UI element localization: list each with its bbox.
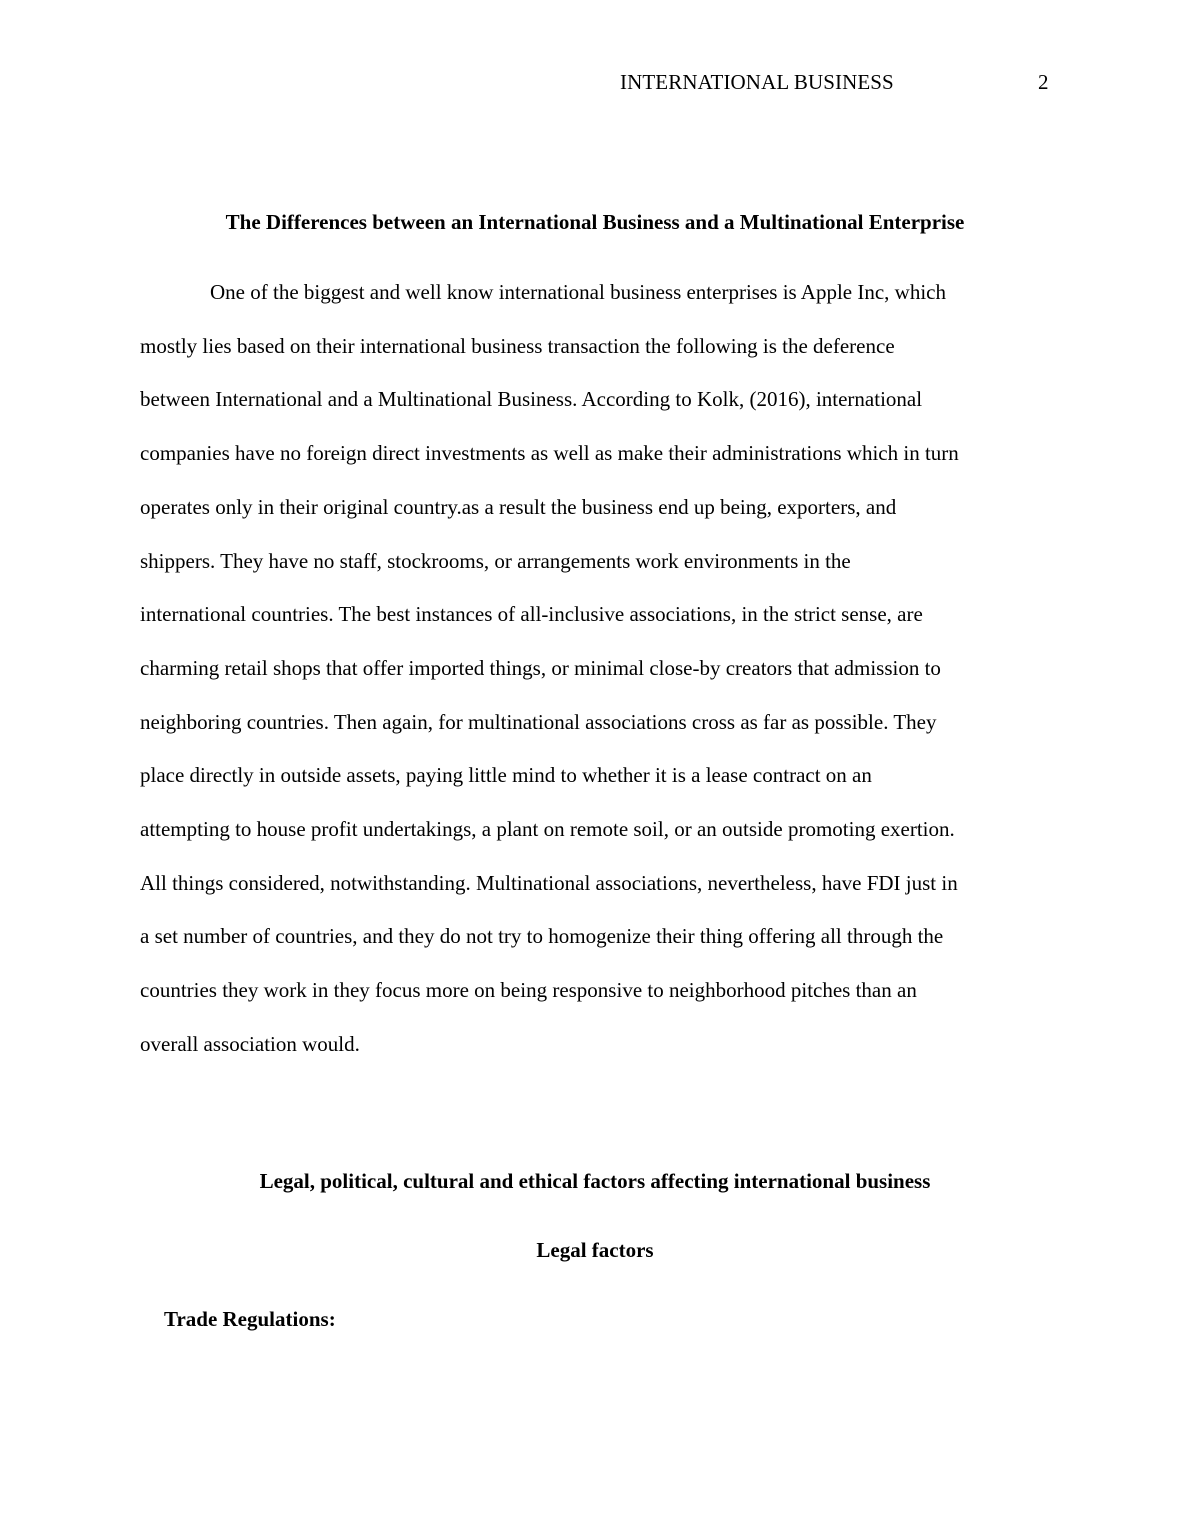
subheading-trade-regulations: Trade Regulations:: [164, 1307, 336, 1331]
paragraph-line: charming retail shops that offer imported things, or minimal close-by creators that admission to: [140, 655, 941, 680]
section-title-differences: The Differences between an International Business and a Multinational Enterprise: [225, 210, 965, 234]
page-number: 2: [1038, 70, 1049, 94]
section-subtitle-legal: Legal factors: [536, 1238, 654, 1262]
paragraph-line: shippers. They have no staff, stockrooms, or arrangements work environments in the: [140, 548, 851, 573]
paragraph-line: operates only in their original country.as a result the business end up being, exporters, and: [140, 494, 897, 519]
paragraph-line: neighboring countries. Then again, for multinational associations cross as far as possible. They: [140, 709, 937, 734]
paragraph-line: a set number of countries, and they do not try to homogenize their thing offering all through the: [140, 924, 944, 949]
paragraph-line: mostly lies based on their international business transaction the following is the deference: [140, 333, 895, 358]
paragraph-line: overall association would.: [140, 1031, 360, 1056]
paragraph-line: place directly in outside assets, paying little mind to whether it is a lease contract on an: [140, 763, 872, 788]
paragraph-line: companies have no foreign direct investments as well as make their administrations which in turn: [140, 441, 959, 466]
paragraph-line: international countries. The best instances of all-inclusive associations, in the strict sense, are: [140, 602, 923, 627]
section-title-factors: Legal, political, cultural and ethical factors affecting international business: [259, 1169, 931, 1193]
paragraph-line: One of the biggest and well know international business enterprises is Apple Inc, which: [210, 280, 947, 304]
body-paragraph: [140, 266, 1052, 1072]
paragraph-line: attempting to house profit undertakings, a plant on remote soil, or an outside promoting exertion.: [140, 817, 955, 842]
running-head: INTERNATIONAL BUSINESS: [620, 70, 894, 94]
paragraph-line: All things considered, notwithstanding. Multinational associations, nevertheless, have FDI just in: [140, 870, 958, 895]
paragraph-line: countries they work in they focus more on being responsive to neighborhood pitches than an: [140, 978, 917, 1003]
paragraph-line: between International and a Multinational Business. According to Kolk, (2016), international: [140, 387, 923, 412]
